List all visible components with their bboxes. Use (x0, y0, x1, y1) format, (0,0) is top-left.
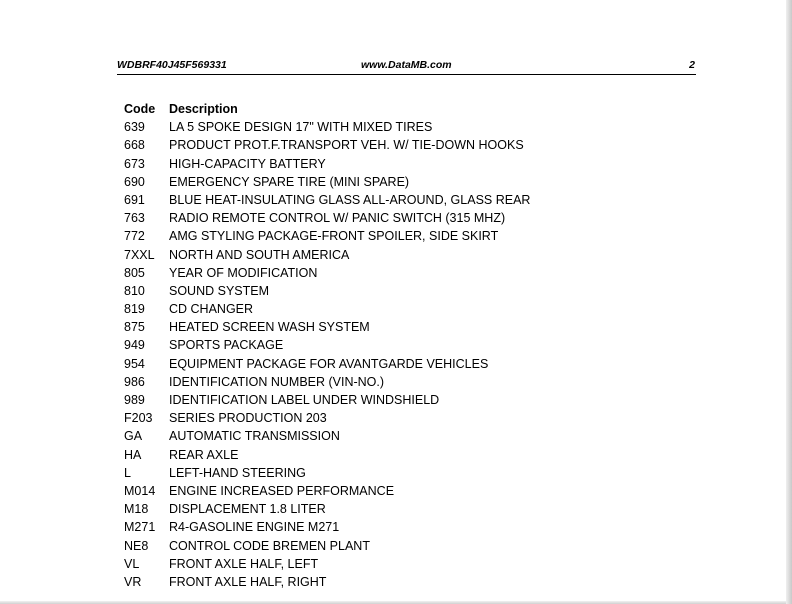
option-description: REAR AXLE (169, 447, 239, 462)
option-description: HEATED SCREEN WASH SYSTEM (169, 320, 370, 335)
option-description: FRONT AXLE HALF, LEFT (169, 556, 319, 571)
option-description: AUTOMATIC TRANSMISSION (169, 429, 340, 444)
column-header-code: Code (124, 102, 156, 116)
option-code: F203 (124, 411, 153, 426)
option-code: 819 (124, 302, 145, 317)
option-description: EQUIPMENT PACKAGE FOR AVANTGARDE VEHICLES (169, 356, 489, 371)
option-code: 668 (124, 138, 145, 153)
option-description: LEFT-HAND STEERING (169, 465, 306, 480)
header-page-number: 2 (689, 59, 695, 71)
option-code: 772 (124, 229, 145, 244)
option-description: DISPLACEMENT 1.8 LITER (169, 502, 326, 517)
option-code: VL (124, 556, 140, 571)
option-description: HIGH-CAPACITY BATTERY (169, 156, 326, 171)
option-code: 875 (124, 320, 145, 335)
option-code: GA (124, 429, 143, 444)
option-description: RADIO REMOTE CONTROL W/ PANIC SWITCH (315 MHZ) (169, 211, 506, 226)
option-code: 763 (124, 211, 145, 226)
option-code: 954 (124, 356, 145, 371)
option-description: BLUE HEAT-INSULATING GLASS ALL-AROUND, GLASS REAR (169, 192, 531, 207)
option-code: M271 (124, 520, 156, 535)
option-description: CD CHANGER (169, 302, 254, 317)
option-code: 805 (124, 265, 145, 280)
option-code: 986 (124, 374, 145, 389)
option-code: 673 (124, 156, 145, 171)
option-description: IDENTIFICATION NUMBER (VIN-NO.) (169, 374, 385, 389)
option-description: IDENTIFICATION LABEL UNDER WINDSHIELD (169, 393, 440, 407)
option-code: NE8 (124, 538, 149, 553)
option-description: LA 5 SPOKE DESIGN 17" WITH MIXED TIRES (169, 120, 433, 135)
option-code: 690 (124, 174, 145, 189)
option-description: PRODUCT PROT.F.TRANSPORT VEH. W/ TIE-DOWN HOOKS (169, 138, 524, 153)
option-code: 7XXL (124, 247, 155, 262)
header-site: www.DataMB.com (361, 59, 452, 71)
page-edge-right (786, 0, 792, 604)
option-code: M014 (124, 483, 156, 498)
option-description: YEAR OF MODIFICATION (169, 265, 318, 280)
option-description: SPORTS PACKAGE (169, 338, 284, 353)
option-code: HA (124, 447, 142, 462)
option-description: SOUND SYSTEM (169, 283, 270, 298)
option-description: AMG STYLING PACKAGE-FRONT SPOILER, SIDE SKIRT (169, 229, 499, 244)
option-description: NORTH AND SOUTH AMERICA (169, 247, 350, 262)
option-description: FRONT AXLE HALF, RIGHT (169, 574, 327, 589)
option-description: R4-GASOLINE ENGINE M271 (169, 520, 340, 535)
option-code: L (124, 465, 131, 480)
option-code: 691 (124, 192, 145, 207)
option-description: SERIES PRODUCTION 203 (169, 411, 327, 426)
option-description: EMERGENCY SPARE TIRE (MINI SPARE) (169, 174, 410, 189)
option-code: VR (124, 574, 142, 589)
option-code: 989 (124, 393, 145, 407)
option-code: 639 (124, 120, 145, 135)
column-header-description: Description (169, 102, 238, 116)
option-description: CONTROL CODE BREMEN PLANT (169, 538, 370, 553)
option-code: 810 (124, 283, 145, 298)
header-vin: WDBRF40J45F569331 (117, 59, 227, 71)
option-code: M18 (124, 502, 149, 517)
page-header (117, 58, 696, 75)
option-code: 949 (124, 338, 145, 353)
option-description: ENGINE INCREASED PERFORMANCE (169, 483, 395, 498)
